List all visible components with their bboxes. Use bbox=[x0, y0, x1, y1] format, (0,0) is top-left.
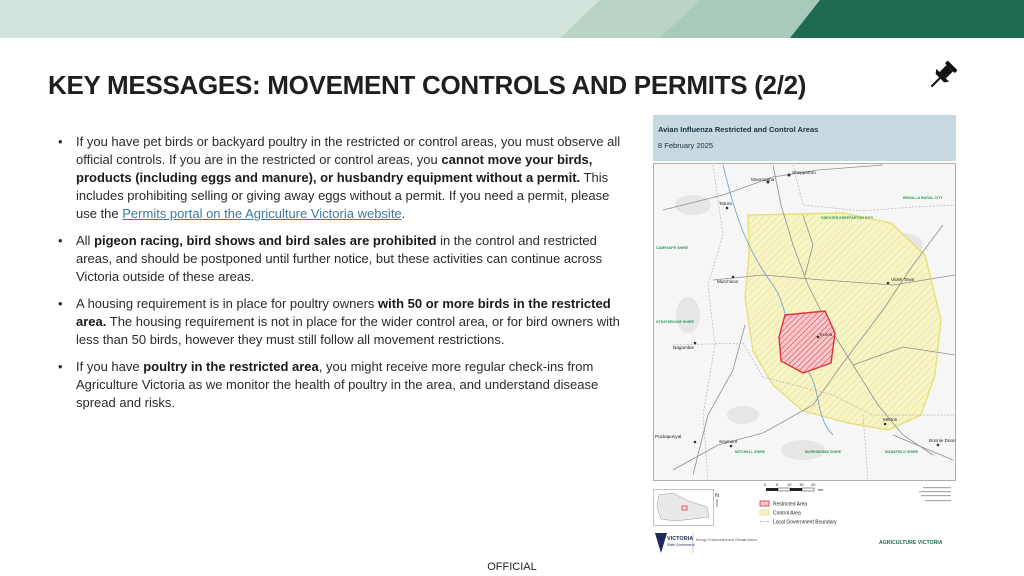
lga-strathbogie: STRATHBOGIE SHIRE bbox=[656, 320, 694, 324]
lga-benalla: BENALLA RURAL CITY bbox=[903, 196, 943, 200]
place-merton: Merton bbox=[883, 417, 898, 422]
place-tatura: Tatura bbox=[719, 201, 732, 206]
bullet-housing: • A housing requirement is in place for poultry owners with 50 or more birds in the restricted area. The housing requirement is not in place for the wider control area, or for bird owners with less than 50 birds, however they must still follow all movement restrictions. bbox=[56, 295, 631, 349]
place-bonnie-doon: Bonnie Doon bbox=[929, 438, 956, 443]
pin-icon bbox=[924, 58, 960, 94]
lga-campaspe: CAMPASPE SHIRE bbox=[656, 246, 689, 250]
victoria-government-logo bbox=[655, 533, 757, 553]
legend-lga-label: Local Government Boundary bbox=[773, 519, 837, 526]
lga-mansfield: MANSFIELD SHIRE bbox=[885, 450, 918, 454]
victoria-logo-text: VICTORIA bbox=[667, 536, 694, 542]
legend-restricted-swatch bbox=[760, 501, 769, 506]
place-puckapunyal: Puckapunyal bbox=[655, 434, 682, 439]
agvic-logo-text: AGRICULTURE VICTORIA bbox=[879, 540, 943, 546]
lga-greater-shepparton: GREATER SHEPPARTON CITY bbox=[821, 216, 874, 220]
scale-bar bbox=[764, 482, 824, 492]
scale-unit: km bbox=[818, 487, 824, 492]
restricted-area-hatch bbox=[779, 311, 835, 373]
place-violet-town: Violet Town bbox=[891, 277, 915, 282]
victoria-logo-sub: State Government bbox=[667, 543, 695, 547]
map-title-block bbox=[653, 115, 956, 161]
place-murchison: Murchison bbox=[717, 279, 739, 284]
map-title: Avian Influenza Restricted and Control Areas bbox=[658, 125, 819, 134]
scale-label-5: 5 bbox=[776, 482, 779, 487]
scale-label-10: 10 bbox=[787, 482, 792, 487]
lga-murrindindi: MURRINDINDI SHIRE bbox=[805, 450, 842, 454]
lga-mitchell: MITCHELL SHIRE bbox=[735, 450, 766, 454]
agriculture-victoria-logo bbox=[879, 540, 943, 546]
map-legend bbox=[760, 501, 837, 526]
map-date: 8 February 2025 bbox=[658, 141, 714, 150]
scale-label-15: 15 bbox=[799, 482, 804, 487]
bullet-permits: • If you have pet birds or backyard poultry in the restricted or control areas, you must observe all official controls. If you are in the restricted or control areas, you cannot move your birds, products (including eggs and manure), or husbandry equipment without a permit. This includes prohibiting selling or giving away eggs without a permit. If you need a permit, please use the Permits portal on the Agriculture Victoria website. bbox=[56, 133, 631, 223]
legend-control-swatch bbox=[760, 510, 769, 515]
scale-label-20: 20 bbox=[811, 482, 816, 487]
place-shepparton: Shepparton bbox=[792, 170, 816, 175]
place-nagambie: Nagambie bbox=[673, 345, 694, 350]
place-mooroopna: Mooroopna bbox=[751, 177, 775, 182]
restricted-control-area-map bbox=[653, 115, 956, 555]
bullet-checkins: • If you have poultry in the restricted area, you might receive more regular check-ins from Agriculture Victoria as we monitor the health of poultry in the area, and understand disease spread and risks. bbox=[56, 358, 631, 412]
scale-label-0: 0 bbox=[764, 482, 767, 487]
key-messages-list bbox=[56, 133, 631, 421]
legend-restricted-label: Restricted Area bbox=[773, 501, 808, 508]
place-seymour: Seymour bbox=[719, 439, 738, 444]
map-fine-print bbox=[919, 487, 951, 501]
bullet-events: • All pigeon racing, bird shows and bird sales are prohibited in the control and restricted areas, and should be postponed until further notice, but these activities can continue across Victoria outside of these areas. bbox=[56, 232, 631, 286]
page-title: KEY MESSAGES: MOVEMENT CONTROLS AND PERMITS (2/2) bbox=[48, 70, 807, 100]
classification-footer: OFFICIAL bbox=[487, 561, 537, 573]
place-euroa: Euroa bbox=[820, 332, 833, 337]
legend-control-label: Control Area bbox=[773, 510, 801, 517]
deeca-logo-text: Energy, Environment and Climate Action bbox=[696, 538, 757, 542]
north-arrow: N bbox=[715, 493, 719, 499]
permits-portal-link[interactable]: Permits portal on the Agriculture Victoria website bbox=[122, 206, 402, 221]
header-band bbox=[0, 0, 1024, 38]
